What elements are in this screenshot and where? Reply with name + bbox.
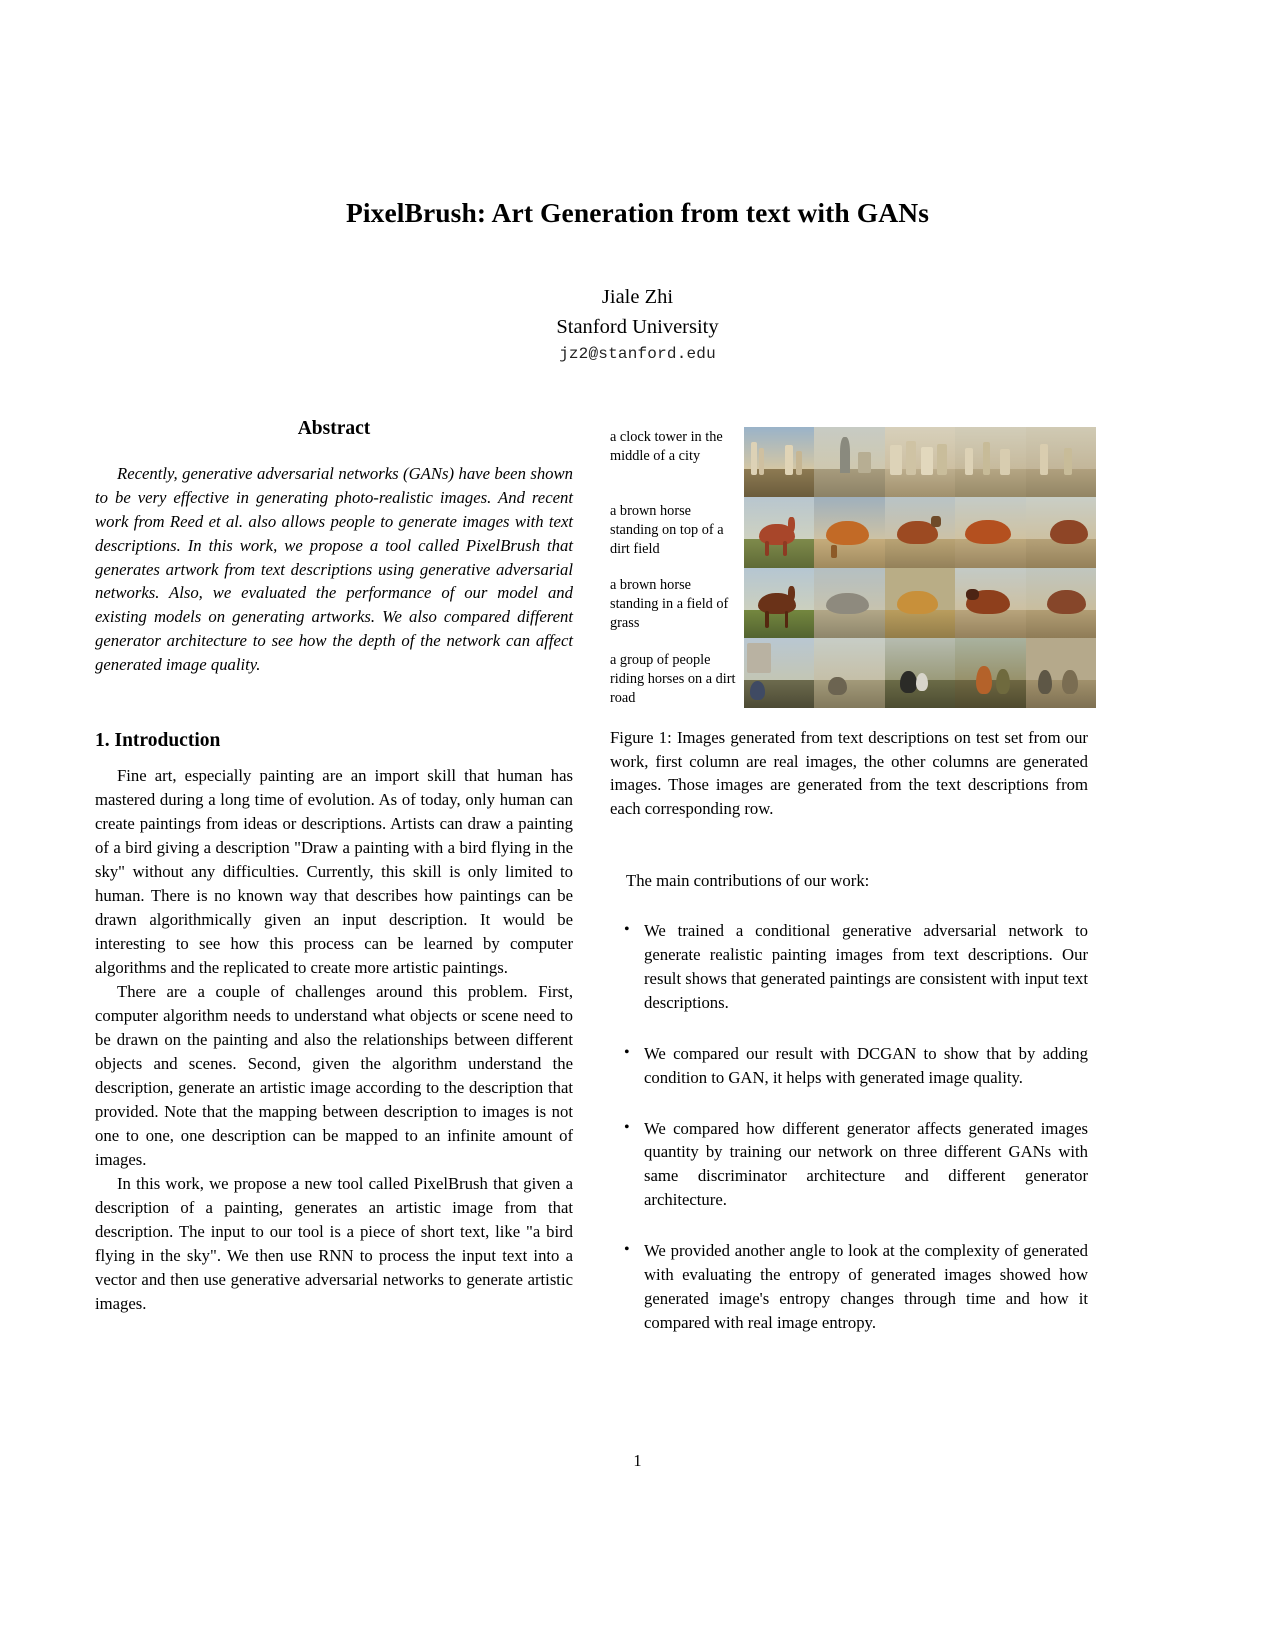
figure-cell-r4c4 [955, 638, 1025, 708]
figure-cell-r3c2 [814, 568, 884, 638]
author-email[interactable]: jz2@stanford.edu [559, 345, 716, 364]
introduction-body [95, 764, 573, 1315]
figure-cell-r4c5 [1026, 638, 1096, 708]
abstract-paragraph: Recently, generative adversarial networks (GANs) have been shown to be very effective in generating photo-realistic images. And recent work from Reed et al. also allows people to generate images with text descriptions. In this work, we propose a tool called PixelBrush that generates artwork from text descriptions using generative adversarial networks. Also, we evaluated the performance of our model and existing models on generating artworks. We also compared different generator architecture to see how the depth of the network can affect generated image quality. [95, 464, 573, 674]
figure-cell-r1c5 [1026, 427, 1096, 497]
abstract-body [95, 462, 573, 677]
figure-cell-r1c2 [814, 427, 884, 497]
figure-row-label-2: a brown horse standing on top of a dirt field [610, 503, 724, 557]
figure-cell-r1c3 [885, 427, 955, 497]
figure-1 [610, 418, 1088, 821]
author-name: Jiale Zhi [601, 286, 674, 308]
figure-cell-r2c2 [814, 497, 884, 567]
page-number: 1 [633, 1451, 642, 1470]
figure-cell-r2c1 [744, 497, 814, 567]
figure-grid-wrapper [610, 418, 1088, 706]
author-block [90, 283, 1185, 363]
contributions-list [610, 919, 1088, 1336]
intro-paragraph-3: In this work, we propose a new tool called PixelBrush that given a description of a painting, generates an artistic image from that description. The input to our tool is a piece of short text, like "a bird flying in the sky". We then use RNN to process the input text into a vector and then use generative adversarial networks to generate artistic images. [95, 1173, 573, 1313]
intro-paragraph-2: There are a couple of challenges around this problem. First, computer algorithm needs to understand what objects or scene need to be drawn on the painting and also the relationships between different objects and scenes. Second, given the algorithm understand the description, generate an artistic image according to the description that provided. Note that the mapping between description to images is not one to one, one description can be mapped to an infinite amount of images. [95, 981, 573, 1169]
figure-cell-r4c1 [744, 638, 814, 708]
figure-row-label-4: a group of people riding horses on a dirt road [610, 652, 736, 706]
figure-cell-r1c1 [744, 427, 814, 497]
contribution-item-4: • We provided another angle to look at the complexity of generated with evaluating the entropy of generated images showed how generated image's entropy changes through time and how it compared with real image entropy. [644, 1239, 1088, 1335]
introduction-section [95, 729, 573, 1316]
figure-row-label-1: a clock tower in the middle of a city [610, 429, 723, 464]
figure-cell-r2c3 [885, 497, 955, 567]
page-title: PixelBrush: Art Generation from text with GANs [345, 197, 930, 228]
figure-cell-r3c1 [744, 568, 814, 638]
figure-cell-r3c5 [1026, 568, 1096, 638]
introduction-heading: 1. Introduction [95, 729, 221, 751]
intro-paragraph-1: Fine art, especially painting are an import skill that human has mastered during a long time of evolution. As of today, only human can create paintings from ideas or descriptions. Artists can draw a painting of a bird giving a description "Draw a painting with a bird flying in the sky" without any difficulties. Currently, this skill is only limited to human. There is no known way that describes how paintings can be drawn algorithmically given an input description. It would be interesting to see how this process can be learned by computer algorithms and the replicated to create more artistic paintings. [95, 766, 573, 978]
contribution-item-3: • We compared how different generator affects generated images quantity by training our network on three different GANs with same discriminator architecture and different generator architecture. [644, 1117, 1088, 1213]
figure-row-label-3: a brown horse standing in a field of grass [610, 577, 729, 631]
author-affiliation: Stanford University [556, 315, 719, 338]
contribution-item-2: • We compared our result with DCGAN to show that by adding condition to GAN, it helps with generated image quality. [644, 1042, 1088, 1090]
abstract-heading: Abstract [297, 418, 371, 439]
left-column [95, 418, 573, 1316]
figure-image-grid [744, 427, 1096, 708]
contributions-intro: The main contributions of our work: [626, 870, 870, 890]
figure-cell-r2c5 [1026, 497, 1096, 567]
figure-cell-r4c2 [814, 638, 884, 708]
title-block [90, 196, 1185, 229]
figure-cell-r2c4 [955, 497, 1025, 567]
figure-cell-r3c4 [955, 568, 1025, 638]
figure-cell-r1c4 [955, 427, 1025, 497]
right-column [610, 418, 1088, 1362]
contribution-item-1: • We trained a conditional generative adversarial network to generate realistic painting images from text descriptions. Our result shows that generated paintings are consistent with input text descriptions. [644, 919, 1088, 1015]
figure-cell-r4c3 [885, 638, 955, 708]
figure-caption: Figure 1: Images generated from text descriptions on test set from our work, first column are real images, the other columns are generated images. Those images are generated from the text descriptions from each corresponding row. [610, 728, 1088, 819]
figure-cell-r3c3 [885, 568, 955, 638]
